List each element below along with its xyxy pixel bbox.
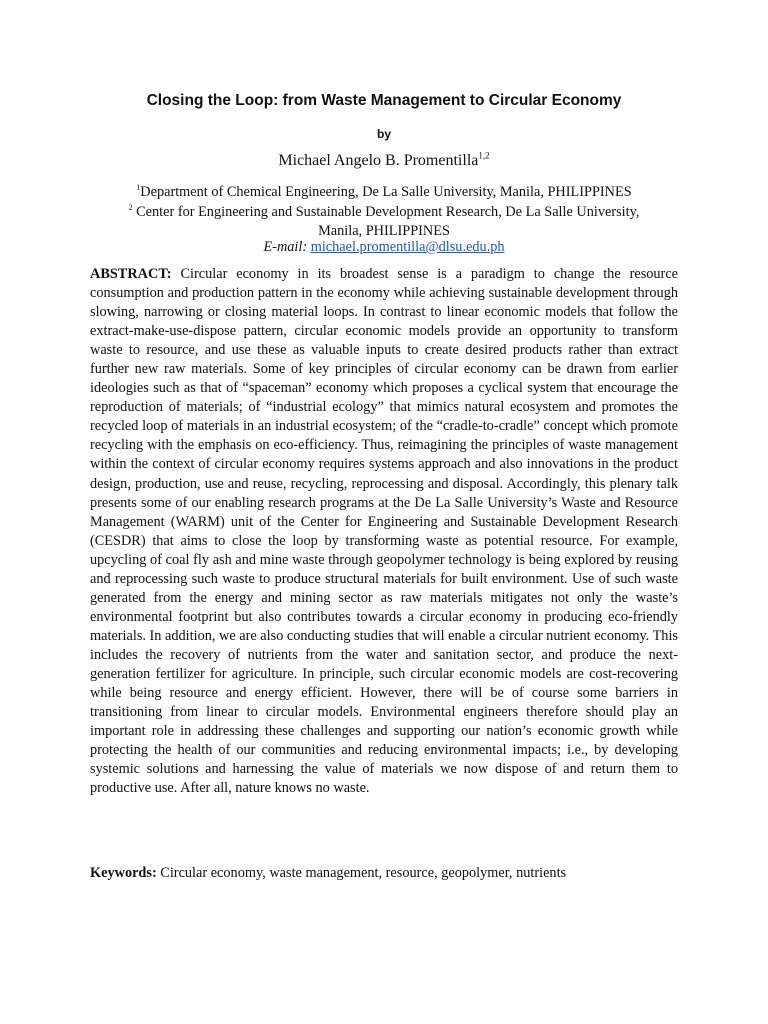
affiliation-2-text: Center for Engineering and Sustainable Development Research, De La Salle University,	[132, 204, 640, 220]
paper-title: Closing the Loop: from Waste Management to Circular Economy	[146, 92, 622, 109]
affiliation-2	[90, 203, 678, 241]
email-label: E-mail:	[263, 239, 308, 255]
by-line: by	[376, 127, 391, 141]
affiliation-2-text-line2: Manila, PHILIPPINES	[318, 223, 450, 239]
email-link[interactable]: michael.promentilla@dlsu.edu.ph	[310, 239, 505, 255]
abstract-text: Circular economy in its broadest sense is a paradigm to change the resource consumption and production pattern in the economy while achieving sustainable development through slowing, narrowing or closing material loops. In contrast to linear economic models that follow the extract-make-use-dispose pattern, circular economic models provide an opportunity to transform waste to resource, and use these as valuable inputs to create desired products rather than extract further new raw materials. Some of key principles of circular economy can be drawn from earlier ideologies such as that of “spaceman” economy which proposes a cyclical system that encourage the reproduction of materials; of “industrial ecology” that mimics natural ecosystem and promotes the recycled loop of materials in an industrial ecosystem; of the “cradle-to-cradle” concept which promote recycling with the emphasis on eco-efficiency. Thus, reimagining the principles of waste management within the context of circular economy requires systems approach and also innovations in the product design, production, use and reuse, recycling, reprocessing and disposal. Accordingly, this plenary talk presents some of our enabling research programs at the De La Salle University’s Waste and Resource Management (WARM) unit of the Center for Engineering and Sustainable Development Research (CESDR) that aims to close the loop by transforming waste as potential resource. For example, upcycling of coal fly ash and mine waste through geopolymer technology is being explored by reusing and reprocessing such waste to produce structural materials for built environment. Use of such waste generated from the energy and mining sector as raw materials mitigates not only the waste’s environmental footprint but also contributes towards a circular economy in producing eco-friendly materials. In addition, we are also conducting studies that will enable a circular nutrient economy. This includes the recovery of nutrients from the water and sanitation sector, and produce the next-generation fertilizer for agriculture. In principle, such circular economic models are cost-recovering while being resource and energy efficient. However, there will be of course some barriers in transitioning from linear to circular models. Environmental engineers therefore should play an important role in addressing these challenges and supporting our nation’s economic growth while protecting the health of our communities and reducing environmental impacts; i.e., by developing systemic solutions and harnessing the value of materials we now dispose of and return them to productive use. After all, nature knows no waste.	[90, 266, 679, 797]
keywords-label: Keywords:	[90, 865, 157, 881]
affiliation-1-mark: 1	[136, 183, 141, 193]
abstract-label: ABSTRACT:	[90, 266, 172, 282]
author-line	[90, 152, 678, 170]
author-name: Michael Angelo B. Promentilla	[278, 152, 479, 169]
keywords-text: Circular economy, waste management, resource, geopolymer, nutrients	[160, 865, 567, 881]
affiliation-1-text: Department of Chemical Engineering, De La Salle University, Manila, PHILIPPINES	[140, 184, 632, 200]
author-affiliation-marks: 1,2	[478, 150, 490, 161]
email-line	[90, 238, 678, 257]
affiliation-1	[90, 183, 678, 202]
keywords-line	[90, 864, 678, 883]
abstract-paragraph	[90, 265, 678, 798]
affiliation-2-mark: 2	[128, 203, 133, 213]
